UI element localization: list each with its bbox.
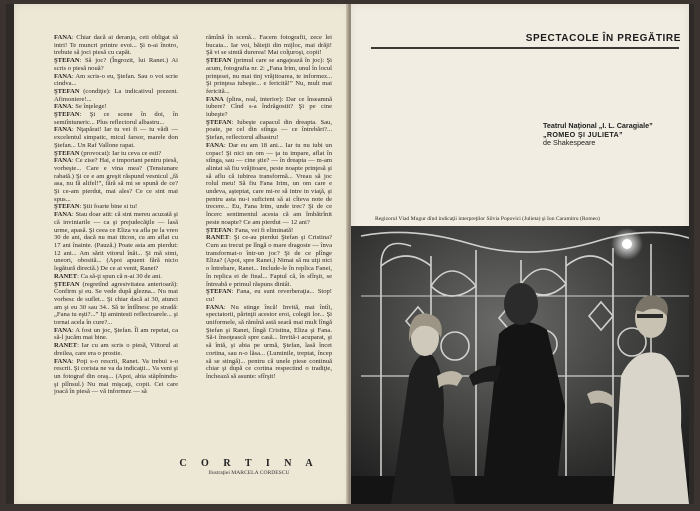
speaker-name: FANA — [54, 211, 72, 219]
script-line — [206, 96, 332, 119]
dialogue-text: : Fana, eu sunt reverberaţia... Stop! cu! — [206, 288, 332, 303]
script-line — [54, 150, 178, 158]
speaker-name: ŞTEFAN — [206, 226, 232, 234]
speaker-name: FANA — [206, 303, 224, 311]
rehearsal-photo — [351, 226, 689, 504]
speaker-name: FANA — [54, 357, 72, 365]
dialogue-text: (provocat): Iar tu ceva ce esti? — [79, 149, 162, 157]
script-line — [206, 57, 332, 96]
dialogue-text: : Nu stinge încă! Invită, mai întîi, spectatorii, părinţii acestor eroi, colegii lor... Şi uniformele, să rămînă astă seară mai mult lîngă Ştefan şi Ranet, lîngă Cristina, Eliza şi Fana. Să-i însoţească spre casă... Invită-i acuparat, şi să întă, şi abia pe urmă, Ştefan, lasă încet cortina, sau n-o lăsa... (Luminile, treptat, încep să se stingă)... pentru că unele piese continuă chiar şi după ce cortina respectind o tradiţie, închează să asunte: sfîrşit! — [206, 303, 332, 380]
dialogue-text: : Fana, vei fi eliminată! — [231, 226, 294, 234]
speaker-name: RANET — [54, 342, 78, 350]
play-author: de Shakespeare — [543, 138, 596, 148]
dialogue-text: (condiţie): La indicativul prezent. Afimoniere!... — [54, 87, 178, 103]
script-line — [206, 142, 332, 227]
illustration-credit: Ilustraţiei MARCELA CORDESCU — [208, 470, 290, 476]
dialogue-text: : Să joc? (Îngrozit, lui Ranet.) Ai scris o piesă nouă? — [54, 57, 178, 72]
speaker-name: ŞTEFAN — [54, 87, 80, 95]
script-line — [54, 103, 178, 111]
speaker-name: FANA — [206, 141, 224, 149]
dialogue-text: : Iar cu am scris o piesă, Viitorul ai dreilea, care era o prostie. — [54, 342, 178, 357]
speaker-name: ŞTEFAN — [54, 149, 80, 157]
title-rule — [371, 47, 679, 49]
speaker-name: FANA — [54, 103, 72, 111]
script-line — [54, 57, 178, 72]
speaker-name: ŞTEFAN — [54, 111, 80, 119]
script-line — [54, 88, 178, 103]
magazine-spread — [6, 4, 694, 504]
script-line — [206, 304, 332, 381]
dialogue-text: : Ce zise? Hai, e important pentru piesă, vorbeşte... Care e vina mea? (Tensiunare rabată.) Şi ce e am greşit răspund vesnicul „fă asa, nu fă altfel!”, fără să mi se spună de ce? Şi ce-am pierdut, mai ales? Ce ce sint mai spus... — [54, 157, 178, 203]
speaker-name: FANA — [54, 72, 72, 80]
play-title: „ROMEO ŞI JULIETA” — [543, 129, 623, 139]
speaker-name: RANET — [206, 234, 230, 242]
dialogue-text: : A fost un joc, Ştefan. Îl am repetat, ca să-l jucăm mai bine. — [54, 326, 178, 342]
speaker-name: FANA — [54, 126, 72, 134]
script-line — [54, 273, 178, 281]
left-page — [14, 4, 349, 504]
speaker-name: RANET — [54, 272, 78, 280]
right-page — [351, 4, 689, 504]
dialogue-text: (plins, real, interior): Dar ce înseamnă iubere? Cînd s-a îndrăgostit? Şi pe cine iubeşte? — [206, 95, 332, 119]
script-line — [54, 111, 178, 126]
script-line — [54, 157, 178, 203]
dialogue-text: rămînă în scenă... Facem fotografii, zece lei bucata... Iar voi, băieţii din mijloc, mai drăji! Şă vi se simtă durerea! Mai colţuroşi, copii! — [206, 34, 332, 57]
dialogue-text: : Ştii foarte bine si tu! — [79, 203, 138, 211]
script-line — [54, 211, 178, 273]
performance-announcement — [543, 122, 683, 148]
rehearsal-photo-image — [351, 226, 689, 504]
script-line — [206, 34, 332, 57]
dialogue-text: : Şi ce-au pierdut Ştefan şi Cristina? Cum au trecut pe lîngă o mare dragoste — înva transformat-o într-un joc? Şi de ce plînge Eliza? (Apoi, spre Ranet.) Nimai să nu uiţi nici o întrebare, Ranet... Include-le în replica Fanei, în replica ei de final... Faptul că, în sfîrşit, se întreabă e primul răspuns dintâi. — [206, 234, 332, 288]
dialogue-text: : Poţi s-o rescrii, Ranet. Va trebui s-o rescrii. Şi corista ne va da indicaţii... Va veni şi un fotograf din oraş... (Apoi, abia stăpînindu-şi plînsul.) Nu mai mişcaţi, copii. Cei care joacă în piesă — vă informez — să — [54, 357, 178, 396]
script-line — [54, 358, 178, 397]
script-line — [54, 73, 178, 88]
script-line — [54, 126, 178, 149]
dialogue-text: : Chiar dacă ai deranja, ceti obligat să intri! Te muncri printre evoi... Şi n-ai înotro, trebuie să joci piesă cu capăt. — [54, 34, 178, 57]
speaker-name: ŞTEFAN — [206, 288, 232, 296]
theatre-name: Teatrul Naţional „I. L. Caragiale” — [543, 121, 653, 130]
speaker-name: FANA — [206, 95, 224, 103]
script-line — [54, 281, 178, 327]
dialogue-text: : Iubeşte capacul din dreapta. Sau, poate, pe cel din stînga — ce întrebări?... Ştefan, reflectorul albastru! — [206, 118, 332, 142]
section-title: SPECTACOLE ÎN PREGĂTIRE — [525, 33, 681, 44]
script-line — [206, 288, 332, 303]
photo-caption: Regizorul Vlad Mugur dînd indicaţii interpreţilor Silvia Popovici (Julieta) şi Ion Caramitru (Romeo) — [375, 216, 600, 222]
dialogue-text: : Dar eu am 18 ani... Iar tu nu iubi un copac! Şi nici un om — ţa tu impare, aflat în stînga, sau — cine ştie? — în dreapta — m-am alintat să fiu vrăjitoare, peste noapte prinţesă şi să aflu că iubirea transformă... Vreau să joc rolul meu! Să fiu Fana Irim, un om care e undeva, aşteptat, care mi-re să intre in viaţă, şi pentru asta nu-i suficient să ai cîteva note de trecere... Eu, Fana Irim, unde trec? Şi de ce încerc sentimentul acesta că am îmbătrînit peste noapte? Ce am pierdut — 12 ani? — [206, 141, 332, 226]
dialogue-text: : Nţapărat! Iar tu vei fi — tu vădi — excelentul simpatic, micul farsor, marele don Ştefan... Un Raf Vallone rapat. — [54, 126, 178, 149]
script-line — [206, 119, 332, 142]
dialogue-text: : Se înţelege! — [71, 103, 107, 111]
script-line — [54, 203, 178, 211]
dialogue-text: : Am scris-o eu, Ştefan. Sau o voi scrie cindva... — [54, 72, 178, 88]
dialogue-text: (regretînd agresivitatea anterioară): Confirm şi eu. Se vede după glezna... Nu mai vorbesc de suflet... Şi chiar dacă ai 30, atunci am şi eu 30 sau 34.. Să te întîlnesc pe stradă: „Fana tu eşti?...” Iţi amintesti reflectoarele... şi tornai acela în cure?... — [54, 280, 178, 327]
speaker-name: ŞTEFAN — [54, 280, 80, 288]
script-line — [54, 342, 178, 357]
dialogue-text: : Stau doar atit: că sint mereu acuzată şi că inviniarile — ca şi prejudecăţile — lasă urme, apasă. Şi ceea ce Eliza va afla pe la vreo 30 de ani, dacă nu mai titcon, cu am aflat cu 17 ani înainte. (Pauză.) Poate asta am pierdut: 12 ani... Am sărit vitorul înăi... Şi mă simt, uneori, obosită... (Apoi apuent fără nicio legătură directă.) De ce ai venit, Ranet? — [54, 211, 178, 273]
speaker-name: ŞTEFAN — [54, 57, 80, 65]
script-column-1 — [54, 34, 178, 454]
script-line — [206, 227, 332, 235]
speaker-name: FANA — [54, 34, 72, 41]
script-column-2 — [206, 34, 332, 454]
script-line — [206, 234, 332, 288]
script-line — [54, 327, 178, 342]
dialogue-text: (primul care se angajează în joc): Şi acum, fotografia nr. 2: „Fana Irim, unul în locul prinţesei, nu mai tinj vrăjitoarea, te informez... Şi prinţesa iubeşte... e fericită!” Nu, mult mai fericită... — [206, 57, 332, 95]
curtain-heading: C O R T I N A — [179, 458, 319, 469]
speaker-name: ŞTEFAN — [206, 57, 232, 65]
speaker-name: FANA — [54, 157, 72, 165]
speaker-name: ŞTEFAN — [206, 118, 232, 126]
speaker-name: ŞTEFAN — [54, 203, 80, 211]
dialogue-text: : Ca să-ţi spun că n-ai 30 de ani. — [77, 272, 162, 280]
speaker-name: FANA — [54, 326, 72, 334]
dialogue-text: : Şi ce scene în doi, în semiîntuneric... Plus reflectorul albastru... — [54, 111, 178, 126]
script-line — [54, 34, 178, 57]
